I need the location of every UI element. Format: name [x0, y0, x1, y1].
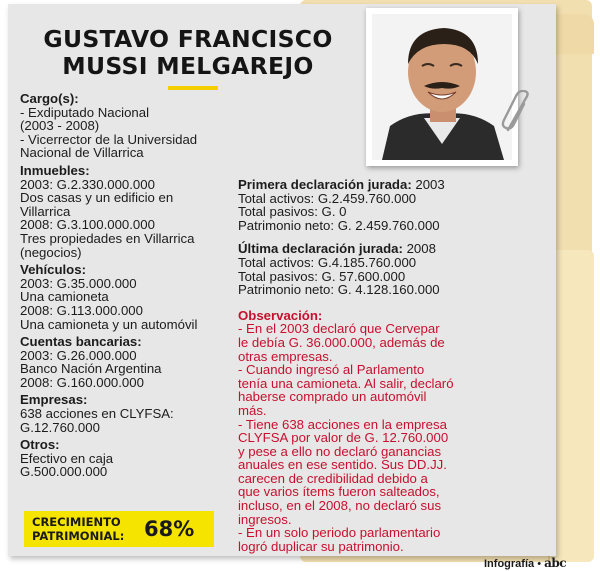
section-line: Una camioneta y un automóvil	[20, 316, 198, 332]
section-title: Vehículos:	[20, 262, 86, 278]
observation-line: carecen de credibilidad debido a	[238, 470, 428, 486]
growth-value: 68%	[144, 517, 195, 541]
section-line: G.500.000.000	[20, 464, 108, 480]
growth-label-line-2: PATRIMONIAL:	[32, 529, 125, 543]
first-declaration-title-bold: Primera declaración jurada:	[238, 177, 412, 192]
last-declaration-title	[238, 242, 538, 256]
section-line: 2003: G.2.330.000.000	[20, 176, 155, 192]
section-cuentas-bancarias	[20, 335, 240, 389]
portrait-photo-frame	[366, 8, 518, 166]
observation-line: - En el 2003 declaró que Cervepar	[238, 321, 440, 337]
growth-highlight	[24, 511, 214, 547]
section-empresas	[20, 393, 240, 434]
first-declaration-title	[238, 178, 538, 192]
section-title: Inmuebles:	[20, 162, 90, 178]
observation-line: logró duplicar su patrimonio.	[238, 538, 404, 554]
growth-label	[32, 515, 142, 543]
title-underline	[168, 86, 218, 90]
observation-line: anuales en ese sentido. Sus DD.JJ.	[238, 457, 447, 473]
section-line: 2003: G.35.000.000	[20, 275, 137, 291]
section-line: G.12.760.000	[20, 419, 100, 435]
observation-line: - Cuando ingresó al Parlamento	[238, 362, 425, 378]
section-line: 2008: G.113.000.000	[20, 302, 143, 318]
section-line: (2003 - 2008)	[20, 118, 100, 134]
observation-line: y pese a ello no declaró ganancias	[238, 443, 442, 459]
growth-label-line-1: CRECIMIENTO	[32, 515, 121, 529]
section-title: Cuentas bancarias:	[20, 334, 142, 350]
section-line: Nacional de Villarrica	[20, 145, 144, 161]
section-line: (negocios)	[20, 244, 82, 260]
section-line: Dos casas y un edificio en	[20, 190, 174, 206]
right-column	[238, 178, 538, 557]
credit-separator: •	[537, 558, 542, 570]
credit-line	[484, 557, 566, 571]
observation-line: le debía G. 36.000.000, además de	[238, 334, 445, 350]
last-declaration	[238, 242, 538, 296]
section-line: 638 acciones en CLYFSA:	[20, 406, 174, 422]
section-title: Empresas:	[20, 392, 88, 408]
paper-clip-icon	[500, 90, 534, 134]
first-declaration	[238, 178, 538, 232]
credit-label: Infografía	[484, 558, 535, 570]
page-title	[18, 26, 358, 80]
section-line: Tres propiedades en Villarrica	[20, 230, 195, 246]
last-declaration-year: 2008	[402, 241, 436, 257]
declaration-line: Total pasivos: G. 0	[238, 204, 347, 220]
left-column	[20, 92, 240, 483]
portrait-illustration	[372, 14, 512, 160]
last-declaration-title-bold: Última declaración jurada:	[238, 241, 403, 257]
observation-line: CLYFSA por valor de G. 12.760.000	[238, 430, 449, 446]
abc-logo: abc	[544, 556, 567, 570]
section-line: - Vicerrector de la Universidad	[20, 131, 198, 147]
title-line-1: GUSTAVO FRANCISCO	[43, 25, 333, 53]
declaration-line: Patrimonio neto: G. 4.128.160.000	[238, 282, 440, 298]
section-otros	[20, 438, 240, 479]
observation-line: - Tiene 638 acciones en la empresa	[238, 416, 447, 432]
observation-line: - En un solo periodo parlamentario	[238, 525, 441, 541]
first-declaration-year: 2003	[411, 177, 445, 192]
section-line: Banco Nación Argentina	[20, 361, 162, 377]
observation-line: ingresos.	[238, 511, 292, 527]
observation-block	[238, 309, 538, 554]
section-title: Otros:	[20, 437, 60, 453]
section-line: Efectivo en caja	[20, 450, 114, 466]
title-line-2: MUSSI MELGAREJO	[62, 52, 314, 80]
observation-line: otras empresas.	[238, 348, 333, 364]
declaration-line: Patrimonio neto: G. 2.459.760.000	[238, 217, 440, 233]
section-line: 2008: G.160.000.000	[20, 374, 144, 390]
section-inmuebles	[20, 164, 240, 259]
section-line: - Exdiputado Nacional	[20, 104, 150, 120]
section-title: Cargo(s):	[20, 91, 79, 106]
section-vehiculos	[20, 263, 240, 331]
observation-line: que varios ítems fueron salteados,	[238, 484, 440, 500]
section-line: Una camioneta	[20, 289, 109, 305]
observation-line: más.	[238, 402, 267, 418]
observation-line: haberse comprado un automóvil	[238, 389, 427, 405]
observation-line: tenía una camioneta. Al salir, declaró	[238, 375, 454, 391]
declaration-line: Total pasivos: G. 57.600.000	[238, 268, 406, 284]
section-line: 2003: G.26.000.000	[20, 347, 137, 363]
portrait-photo	[372, 14, 512, 160]
observation-title: Observación:	[238, 307, 323, 323]
section-line: 2008: G.3.100.000.000	[20, 217, 155, 233]
section-cargos	[20, 92, 240, 160]
section-line: Villarrica	[20, 203, 71, 219]
declaration-line: Total activos: G.4.185.760.000	[238, 254, 417, 270]
declaration-line: Total activos: G.2.459.760.000	[238, 190, 417, 206]
observation-line: incluso, en el 2008, no declaró sus	[238, 498, 442, 514]
